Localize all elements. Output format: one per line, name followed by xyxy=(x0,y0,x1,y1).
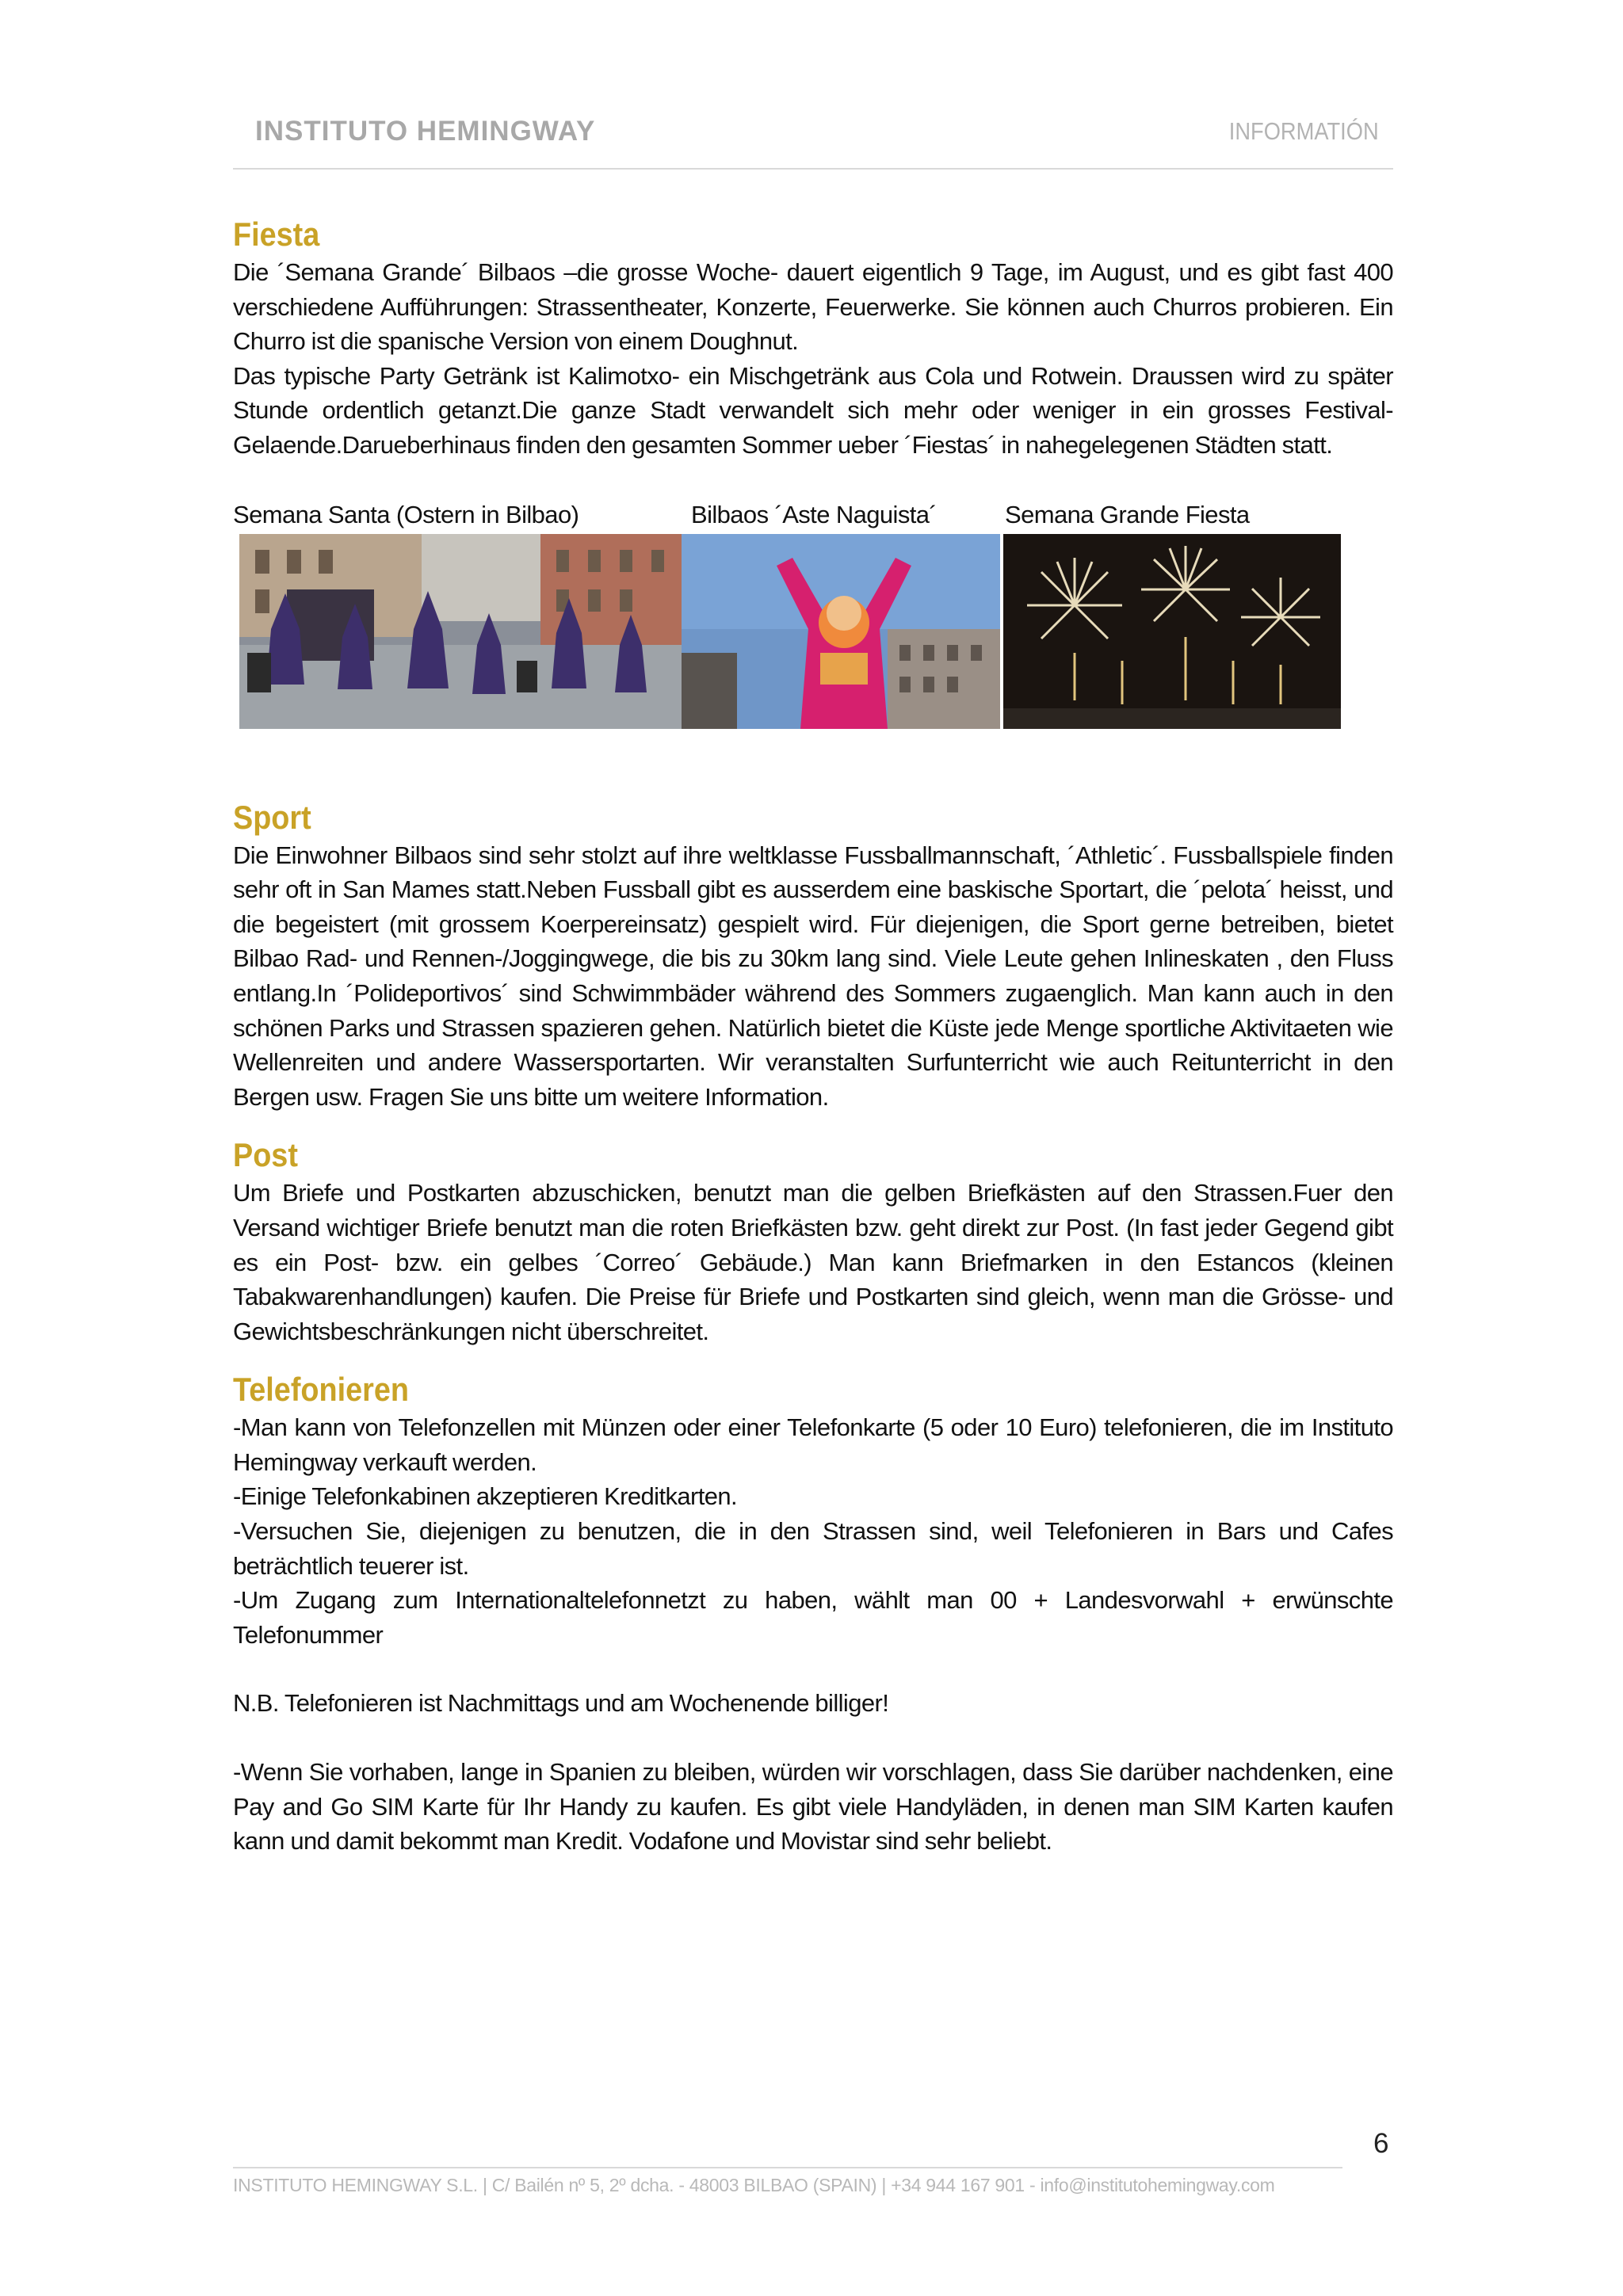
telefonieren-item-1: -Man kann von Telefonzellen mit Münzen oder einer Telefonkarte (5 oder 10 Euro) telefonieren, die im Instituto Hemingway verkauft werden. xyxy=(233,1413,1393,1476)
caption-semana-santa: Semana Santa (Ostern in Bilbao) xyxy=(233,500,579,528)
telefonieren-sim: -Wenn Sie vorhaben, lange in Spanien zu bleiben, würden wir vorschlagen, dass Sie darüber nachdenken, eine Pay and Go SIM Karte für Ihr Handy zu kaufen. Es gibt viele Handyläden, in denen man SIM Karten kaufen kann und damit bekommt man Kredit. Vodafone und Movistar sind sehr beliebt. xyxy=(233,1758,1393,1855)
telefonieren-note: N.B. Telefonieren ist Nachmittags und am Wochenende billiger! xyxy=(233,1689,889,1718)
aste-naguista-photo xyxy=(682,534,1000,729)
caption-aste-naguista: Bilbaos ´Aste Naguista´ xyxy=(691,500,938,528)
header-brand: INSTITUTO HEMINGWAY xyxy=(255,116,596,147)
sport-heading: Sport xyxy=(233,798,311,836)
telefonieren-item-2: -Einige Telefonkabinen akzeptieren Kreditkarten. xyxy=(233,1482,738,1511)
fiesta-paragraph-2: Das typische Party Getränk ist Kalimotxo- ein Mischgetränk aus Cola und Rotwein. Draussen wird zu später Stunde ordentlich getanzt.Die ganze Stadt verwandelt sich mehr oder weniger in ein grosses Festival-Gelaende.Darueberhinaus finden den gesamten Sommer ueber ´Fiestas´ in nahegelegenen Städten statt. xyxy=(233,361,1393,459)
telefonieren-item-4: -Um Zugang zum Internationaltelefonnetzt zu haben, wählt man 00 + Landesvorwahl + erwünschte Telefonummer xyxy=(233,1586,1393,1649)
telefonieren-heading: Telefonieren xyxy=(233,1371,409,1409)
photo-captions xyxy=(233,498,1393,532)
sport-paragraph: Die Einwohner Bilbaos sind sehr stolzt auf ihre weltklasse Fussballmannschaft, ´Athletic´. Fussballspiele finden sehr oft in San Mames statt.Neben Fussball gibt es ausserdem eine baskische Sportart, die ´pelota´ heisst, und die begeistert (mit grossem Koerpereinsatz) gespielt wird. Für diejenigen, die Sport gerne betreiben, bietet Bilbao Rad- und Rennen-/Joggingwege, die bis zu 30km lang sind. Viele Leute gehen Inlineskaten , den Fluss entlang.In ´Polideportivos´ sind Schwimmbäder während des Sommers zugaenglich. Man kann auch in den schönen Parks und Strassen spazieren gehen. Natürlich bietet die Küste jede Menge sportliche Aktivitaeten wie Wellenreiten und andere Wassersportarten. Wir veranstalten Surfunterricht wie auch Reitunterricht in den Bergen usw. Fragen Sie uns bitte um weitere Information. xyxy=(233,841,1393,1111)
fiesta-heading: Fiesta xyxy=(233,215,320,253)
main-content xyxy=(233,214,1393,1859)
photo-strip xyxy=(233,534,1393,732)
fiesta-paragraph-1: Die ´Semana Grande´ Bilbaos –die grosse Woche- dauert eigentlich 9 Tage, im August, und es gibt fast 400 verschiedene Aufführungen: Strassentheater, Konzerte, Feuerwerke. Sie können auch Churros probieren. Ein Churro ist die spanische Version von einem Doughnut. xyxy=(233,258,1393,356)
page-number: 6 xyxy=(1373,2128,1389,2159)
caption-semana-grande: Semana Grande Fiesta xyxy=(1005,500,1250,528)
semana-grande-photo xyxy=(1003,534,1341,729)
page-footer: INSTITUTO HEMINGWAY S.L. | C/ Bailén nº 5, 2º dcha. - 48003 BILBAO (SPAIN) | +34 944 167 901 - info@institutohemingway.com xyxy=(233,2167,1342,2196)
post-heading: Post xyxy=(233,1136,298,1174)
page-header xyxy=(233,113,1393,170)
post-paragraph: Um Briefe und Postkarten abzuschicken, benutzt man die gelben Briefkästen auf den Strassen.Fuer den Versand wichtiger Briefe benutzt man die roten Briefkästen bzw. geht direkt zur Post. (In fast jeder Gegend gibt es ein Post- bzw. ein gelbes ´Correo´ Gebäude.) Man kann Briefmarken in den Estancos (kleinen Tabakwarenhandlungen) kaufen. Die Preise für Briefe und Postkarten sind gleich, wenn man die Grösse- und Gewichtsbeschränkungen nicht überschreitet. xyxy=(233,1179,1393,1345)
telefonieren-item-3: -Versuchen Sie, diejenigen zu benutzen, die in den Strassen sind, weil Telefonieren in Bars und Cafes beträchtlich teuerer ist. xyxy=(233,1517,1393,1580)
header-section-label: INFORMATIÓN xyxy=(1229,117,1379,145)
semana-santa-photo xyxy=(239,534,682,729)
